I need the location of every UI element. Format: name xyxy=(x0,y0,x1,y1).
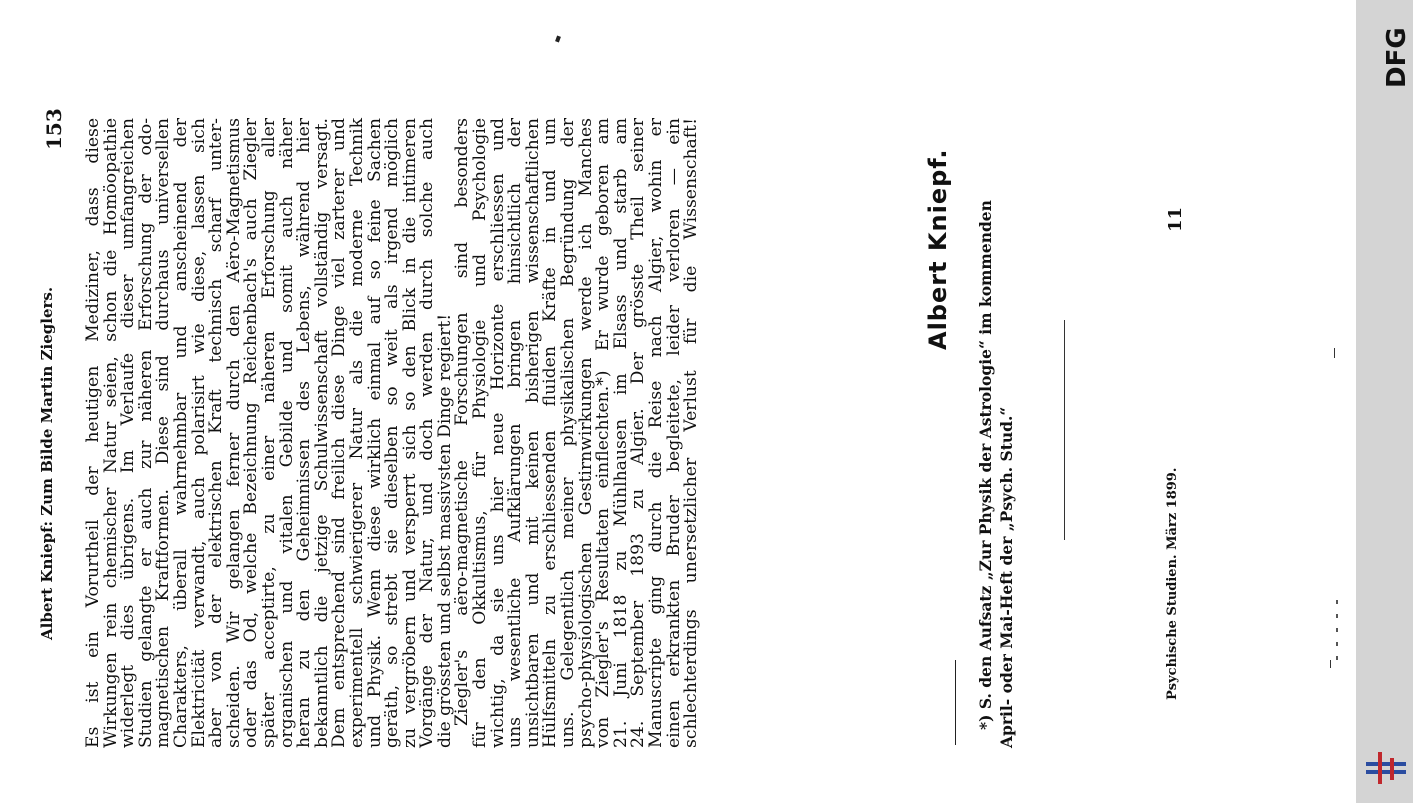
body-line: psycho-physiologischen Gestirnwirkungen werde ich Manches xyxy=(575,118,596,748)
body-line: von Ziegler's Resultaten einflechten.*) Er wurde geboren am xyxy=(593,118,614,748)
dfg-logo[interactable] xyxy=(1382,6,1412,92)
body-line: Manuscripte ging durch die Reise nach Algier, wohin er xyxy=(646,118,666,748)
body-line: organischen und vitalen Gebilde und somit auch näher xyxy=(276,118,297,748)
body-line: schlechterdings unersetzlicher Verlust für die Wissenschaft! xyxy=(681,118,702,748)
center-rule xyxy=(1064,320,1065,540)
running-head: Albert Kniepf: Zum Bilde Martin Zieglers. xyxy=(38,286,56,640)
body-line: 21. Juni 1818 zu Mühlhausen im Elsass und starb am xyxy=(610,118,631,748)
body-line: scheiden. Wir gelangen ferner durch den Aëro-Magnetismus xyxy=(223,118,244,748)
body-line: uns. Gelegentlich meiner physikalischen Begründung der xyxy=(558,118,579,748)
body-line: Charakters, überall wahrnehmbar und anscheinend der xyxy=(170,118,191,748)
dashed-rule xyxy=(1336,600,1338,660)
body-line: wichtig, da sie uns hier neue Horizonte erschliessen und xyxy=(487,118,508,748)
footnote-rule xyxy=(955,660,956,745)
body-line: Dem entsprechend sind freilich diese Dinge viel zarterer und xyxy=(329,118,350,748)
body-line: widerlegt dies übrigens. Im Verlaufe dieser umfangreichen xyxy=(118,118,139,748)
journal-imprint: Psychische Studien. März 1899. xyxy=(1165,467,1180,700)
library-logo-icon[interactable] xyxy=(1366,748,1406,788)
body-line: aber von der elektrischen Kraft technisch scharf unter- xyxy=(206,118,227,748)
body-line: für den Okkultismus, für Physiologie und Psychologie xyxy=(470,118,491,748)
body-line: und Physik. Wenn diese wirklich einmal auf so feine Sachen xyxy=(364,118,385,748)
rule-fragment xyxy=(1334,348,1335,358)
body-line: geräth, so strebt sie dieselben so weit als irgend möglich xyxy=(382,118,403,748)
body-line: uns wesentliche Aufklärungen bringen hinsichtlich der xyxy=(505,118,526,748)
signature-mark: 11 xyxy=(1165,206,1186,232)
body-line: 24. September 1893 zu Algier. Der grösste Theil seiner xyxy=(628,118,649,748)
body-line: zu vergröbern und versperrt sich so den Blick in die intimeren xyxy=(399,118,420,748)
body-line: heran zu den Geheimnissen des Lebens, während hier xyxy=(294,118,315,748)
body-line: Ziegler's aëro-magnetische Forschungen sind besonders xyxy=(452,118,473,726)
body-line: Hülfsmitteln zu erschliessenden fluiden Kräfte in und um xyxy=(540,118,561,748)
dfg-logo-text: DFG xyxy=(1382,27,1412,88)
ink-speck xyxy=(555,35,561,42)
body-line: unsichtbaren und mit keinen bisherigen wissenschaftlichen xyxy=(522,118,543,748)
body-line: später acceptirte, zu einer näheren Erforschung aller xyxy=(258,118,279,748)
footnote-line: *) S. den Aufsatz „Zur Physik der Astrologie“ im kommenden xyxy=(976,200,995,730)
rule-fragment xyxy=(1330,660,1331,668)
body-line: Elektricität verwandt, auch polarisirt wie diese, lassen sich xyxy=(188,118,209,748)
body-line: Es ist ein Vorurtheil der heutigen Mediziner, dass diese xyxy=(83,118,103,748)
body-text xyxy=(85,118,701,748)
footnote xyxy=(975,108,1017,748)
body-line: einen erkrankten Bruder begleitete, leider verloren — ein xyxy=(663,118,684,748)
body-line: magnetischen Kraftformen. Diese sind durchaus universellen xyxy=(153,118,174,748)
body-line: oder das Od, welche Bezeichnung Reichenbach's auch Ziegler xyxy=(241,118,262,748)
body-line: die grössten und selbst massivsten Dinge regiert! xyxy=(434,313,455,748)
body-line: Vorgänge der Natur, und doch werden durch solche auch xyxy=(417,118,438,748)
body-line: bekanntlich die jetzige Schulwissenschaft vollständig versagt. xyxy=(311,118,332,748)
body-line: experimentell schwierigerer Natur als die moderne Technik xyxy=(346,118,367,748)
viewer-sidebar xyxy=(1356,0,1413,803)
body-line: Wirkungen rein chemischer Natur seien, schon die Homöopathie xyxy=(100,118,121,748)
page-number: 153 xyxy=(42,108,66,150)
author-signature: Albert Kniepf. xyxy=(924,148,952,350)
body-line: Studien gelangte er auch zur näheren Erforschung der odo- xyxy=(135,118,156,748)
footnote-line: April- oder Mai-Heft der „Psych. Stud.“ xyxy=(997,406,1016,748)
